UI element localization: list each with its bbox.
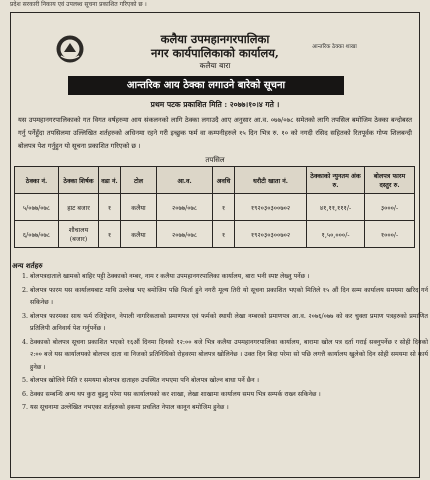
office-location: कलैया बारा (199, 61, 231, 70)
col-header-deposit-account: धरौटी खाता नं. (235, 167, 307, 194)
conditions-heading: अन्य शर्तहरु (12, 261, 43, 270)
col-header-tole: टोल (121, 167, 157, 194)
table-cell: ५/०७७/०७८ (15, 194, 59, 221)
condition-item: 4. ठेक्काको बोलपत्र सूचना प्रकाशित भएको १६औं दिनमा दिनको १२:०० बजे भित्र कलैया उपमहानगरपालिका कार्यालय, बारामा खोल पत्र दर्ता गराई सक्नुपर्नेछ र सोही दिनको २:०० बजे यस कार्यालयको बोलपत्र दाता वा निजको प्रतिनिधिको रोहवरमा बोलपत्र खोलिनेछ । उक्त दिन बिदा परेमा सो पछि लगत्तै कार्यालय खुलेको दिन सोही समयमा सो कार्य हुनेछ । (30, 337, 428, 375)
department-label: आन्तरिक ठेक्का शाखा (312, 44, 357, 50)
table-cell: १ (99, 221, 121, 248)
table-cell: ६/०७७/०७८ (15, 221, 59, 248)
condition-item: 5. बोलपत्र खोलिने मिति र समयमा बोलपत्र दाताहरु उपस्थित नभएमा पनि बोलपत्र खोल्न बाधा पर्ने छैन । (30, 375, 428, 388)
office-title: कलैया उपमहानगरपालिका (160, 32, 270, 46)
table-cell: शौचालय (बजार) (59, 221, 99, 248)
col-header-duration: अवधि (213, 167, 235, 194)
contract-table (14, 166, 415, 248)
table-cell: हाट बजार (59, 194, 99, 221)
condition-item: 1. बोलपत्रदाताले खामको बाहिर पट्टी ठेक्काको नम्बर, नाम र कलैया उपमहानगरपालिका कार्यालय, बारा भनी स्पष्ट लेख्नु पर्नेछ । (30, 271, 428, 284)
publication-date: प्रथम पटक प्रकाशित मिति : २०७७।१०।४ गते । (150, 100, 280, 109)
table-cell: कलैया (121, 194, 157, 221)
intro-paragraph: यस उपमहानगरपालिकाको गत विगत वर्षहरुमा आय संकलनको लागि ठेक्का लगाउदै आए अनुसार आ.व. ०७७/०७८ समेतको लागि तपसिल बमोजिम ठेक्का बन्दोबस्त गर्नु पर्नेहुँदा तपसिलमा उल्लिखित शर्तहरुको अधिनमा रहने गरी इच्छुक फर्म वा कम्पनीहरुले १५ दिन भित्र रु. १० को नगदी रसिद सहितको रितपूर्वक गोप्य शिलबन्दी बोलपत्र पेश गर्नुहुन यो सूचना प्रकाशित गरिएको छ । (18, 116, 412, 150)
table-title: तपसिल (205, 156, 225, 164)
col-header-minimum-amount: ठेक्काको न्युनतम अंक रु. (307, 167, 365, 194)
notice-banner: आन्तरिक आय ठेक्का लगाउने बारेको सूचना (68, 76, 344, 95)
condition-item: 2. बोलपत्र फारम यस कार्यालयबाट माथि उल्लेख भए बमोजिम पछि फिर्ता हुने नगरी मूल्य तिरी यो सूचना प्रकाशित भएको मितिले १५ औं दिन सम्म कार्यालय समयमा खरिद गर्न सकिनेछ । (30, 285, 428, 310)
condition-item: 6. ठेक्का सम्बन्धि अन्य थप कुरा बुझ्नु परेमा यस कार्यालयको कर शाखा, लेखा शाखामा कार्यालय समय भित्र सम्पर्क राख्न सकिनेछ । (30, 389, 428, 402)
conditions-list (16, 271, 428, 416)
condition-item: 7. यस सूचनामा उल्लेखित नभएका शर्तहरुको हकमा प्रचलित नेपाल कानून बमोजिम हुनेछ । (30, 402, 428, 415)
col-header-fiscal-year: आ.व. (157, 167, 213, 194)
condition-item: 3. बोलपत्र फारमका साथ फर्म रजिष्ट्रेशन, नेपाली नागरिकताको प्रमाणपत्र एवं फर्मको स्थायी लेखा नम्बरको प्रमाणपत्र आ.व. २०७६/०७७ को कर चुक्ता प्रमाण पत्रहरुको प्रमाणित प्रतिलिपी अनिवार्य पेश गर्नुपर्नेछ । (30, 311, 428, 336)
table-cell: २०७७/०७८ (157, 194, 213, 221)
table-cell: कलैया (121, 221, 157, 248)
table-cell: १०००/- (365, 221, 415, 248)
top-strip-text: प्रदेश सरकारी निकाय एवं उपलब्ध सूचना प्रकाशित गरिएको छ । (10, 1, 147, 8)
table-header-row (15, 167, 415, 194)
table-cell: १ (99, 194, 121, 221)
table-cell: १ (213, 221, 235, 248)
table-cell: १९२०३०३००७०२ (235, 221, 307, 248)
table-cell: ४१,११,१११/- (307, 194, 365, 221)
col-header-contract-no: ठेक्का नं. (15, 167, 59, 194)
table-cell: १९२०३०३००७०२ (235, 194, 307, 221)
table-row (15, 221, 415, 248)
col-header-form-fee: बोलपत्र फारम दस्तुर रु. (365, 167, 415, 194)
table-row (15, 194, 415, 221)
col-header-title: ठेक्का शिर्षक (59, 167, 99, 194)
col-header-ward: वडा नं. (99, 167, 121, 194)
table-cell: २०७७/०७८ (157, 221, 213, 248)
table-cell: ३०००/- (365, 194, 415, 221)
office-subtitle: नगर कार्यपालिकाको कार्यालय, (151, 46, 279, 60)
table-cell: १ (213, 194, 235, 221)
table-cell: १,५०,०००/- (307, 221, 365, 248)
